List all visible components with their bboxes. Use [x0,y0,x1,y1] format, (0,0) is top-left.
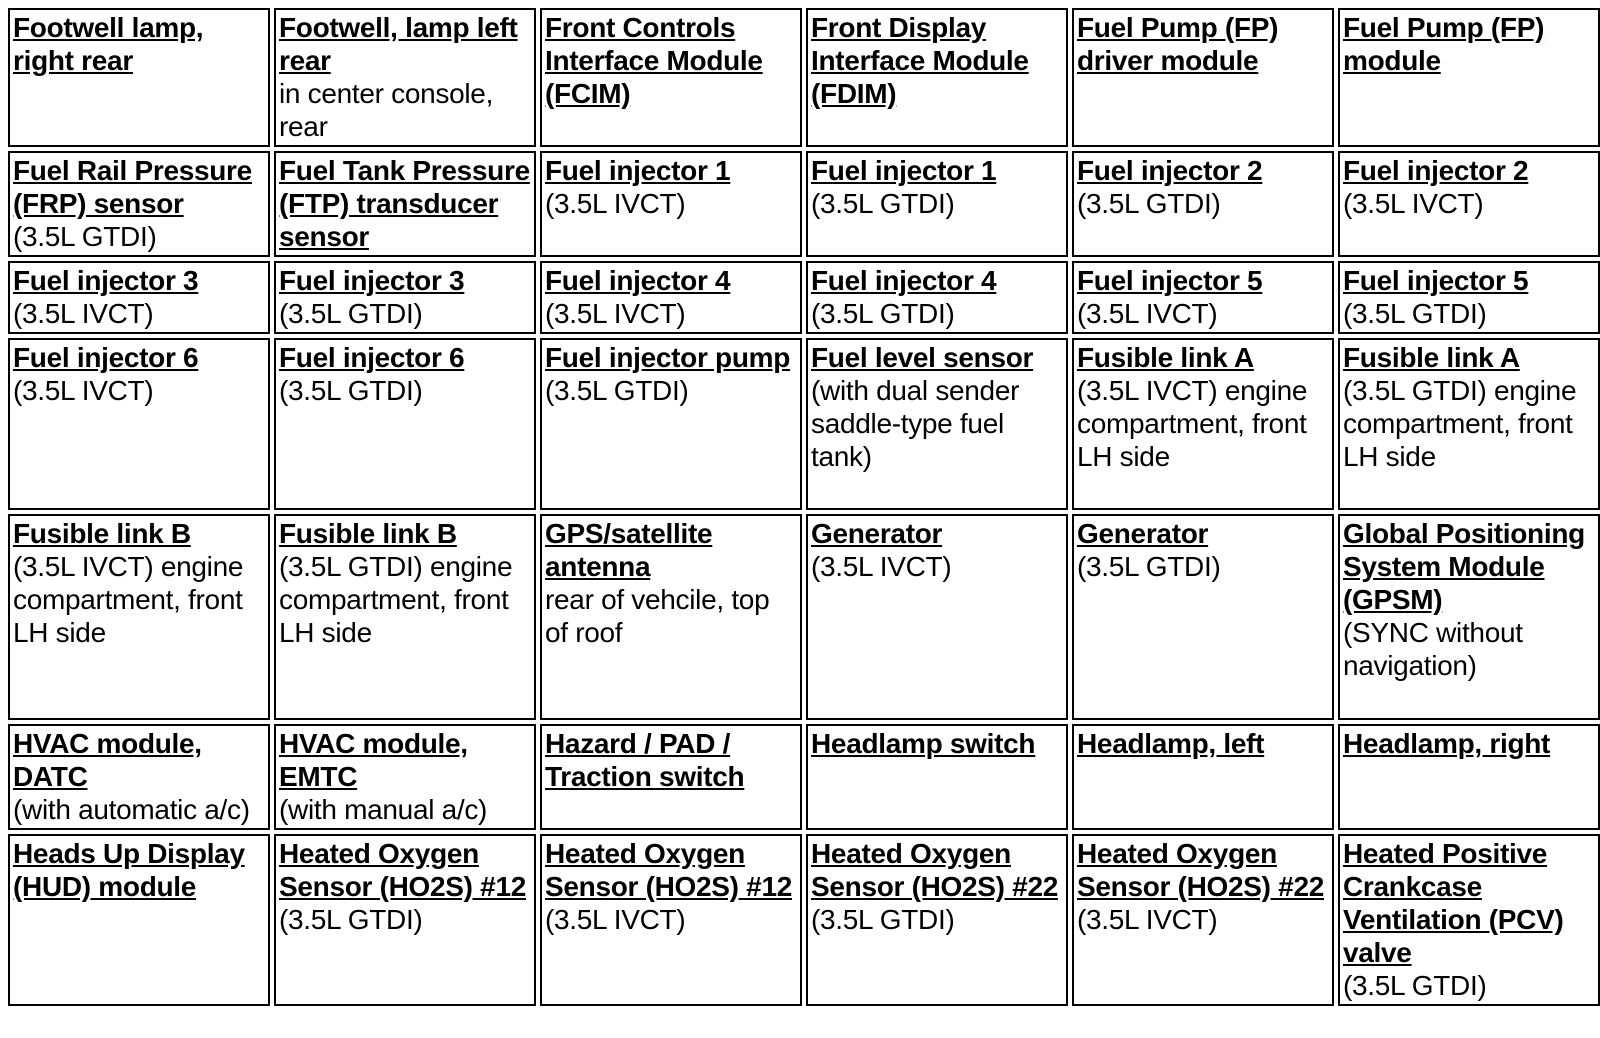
table-cell [806,8,1068,147]
component-link[interactable]: Heated Oxygen Sensor (HO2S) #12 [545,838,792,902]
component-location-note: (3.5L IVCT) [1077,904,1218,935]
table-cell [8,151,270,257]
table-cell [8,724,270,830]
component-link[interactable]: Fusible link A [1343,342,1520,373]
table-cell [1338,261,1600,334]
component-link[interactable]: Fuel injector 2 [1343,155,1529,186]
component-link[interactable]: Fuel injector 4 [545,265,731,296]
component-link[interactable]: Generator [811,518,943,549]
table-row [8,8,1600,147]
table-cell [540,724,802,830]
component-location-note: (3.5L IVCT) [811,551,952,582]
table-cell [8,514,270,720]
table-cell [806,514,1068,720]
component-link[interactable]: Fuel Pump (FP) module [1343,12,1545,76]
component-link[interactable]: Fuel injector 1 [811,155,997,186]
component-location-note: (with automatic a/c) [13,794,250,825]
table-row [8,514,1600,720]
component-location-note: (with dual sender saddle-type fuel tank) [811,375,1020,472]
component-location-note: rear of vehcile, top of roof [545,584,770,648]
component-location-note: (3.5L GTDI) engine compartment, front LH side [279,551,513,648]
table-cell [1338,8,1600,147]
table-cell [540,338,802,510]
table-cell [274,8,536,147]
table-cell [274,261,536,334]
component-link[interactable]: Fuel level sensor [811,342,1034,373]
table-cell [806,338,1068,510]
component-link[interactable]: Hazard / PAD / Traction switch [545,728,745,792]
table-cell [806,724,1068,830]
table-cell [8,338,270,510]
component-link[interactable]: Footwell lamp, right rear [13,12,204,76]
component-location-note: (3.5L IVCT) [545,904,686,935]
component-link[interactable]: Fuel injector 2 [1077,155,1263,186]
table-cell [1338,724,1600,830]
table-cell [274,724,536,830]
component-link[interactable]: Headlamp, left [1077,728,1265,759]
table-cell [806,834,1068,1006]
component-link[interactable]: Fuel Tank Pressure (FTP) transducer sensor [279,155,530,252]
table-cell [274,338,536,510]
component-location-note: (3.5L GTDI) [1077,551,1221,582]
table-cell [540,514,802,720]
component-link[interactable]: Fusible link A [1077,342,1254,373]
component-link[interactable]: Fuel injector 5 [1077,265,1263,296]
table-cell [1072,834,1334,1006]
component-location-note: (3.5L IVCT) engine compartment, front LH side [1077,375,1308,472]
component-link[interactable]: Fuel Rail Pressure (FRP) sensor [13,155,252,219]
component-location-note: (3.5L GTDI) [811,904,955,935]
component-link[interactable]: Front Controls Interface Module (FCIM) [545,12,763,109]
component-location-note: (3.5L GTDI) [545,375,689,406]
table-cell [274,514,536,720]
component-location-note: (3.5L GTDI) [13,221,157,252]
component-link[interactable]: Headlamp switch [811,728,1036,759]
table-cell [1072,338,1334,510]
table-row [8,724,1600,830]
component-link[interactable]: Fuel injector 6 [13,342,199,373]
component-link[interactable]: Heads Up Display (HUD) module [13,838,245,902]
component-location-note: (3.5L GTDI) [811,188,955,219]
table-cell [540,261,802,334]
component-link[interactable]: Heated Positive Crankcase Ventilation (PCV) valve [1343,838,1564,968]
table-cell [1072,724,1334,830]
component-location-note: (3.5L GTDI) engine compartment, front LH side [1343,375,1577,472]
table-row [8,834,1600,1006]
component-location-note: (3.5L GTDI) [279,298,423,329]
table-cell [274,151,536,257]
component-location-note: (3.5L GTDI) [811,298,955,329]
component-link[interactable]: Heated Oxygen Sensor (HO2S) #22 [811,838,1058,902]
component-link[interactable]: Heated Oxygen Sensor (HO2S) #22 [1077,838,1324,902]
component-location-note: (3.5L IVCT) [545,298,686,329]
table-cell [8,8,270,147]
table-cell [1338,834,1600,1006]
table-cell [1072,261,1334,334]
component-location-note: (3.5L IVCT) [13,375,154,406]
table-cell [8,261,270,334]
table-row [8,261,1600,334]
component-link[interactable]: Fuel Pump (FP) driver module [1077,12,1279,76]
component-location-note: (3.5L IVCT) [1343,188,1484,219]
component-location-note: (3.5L IVCT) [545,188,686,219]
table-cell [1072,8,1334,147]
table-row [8,151,1600,257]
component-link[interactable]: Global Positioning System Module (GPSM) [1343,518,1585,615]
table-cell [540,834,802,1006]
component-location-note: (3.5L GTDI) [1077,188,1221,219]
component-link[interactable]: Fusible link B [279,518,457,549]
component-link[interactable]: Fusible link B [13,518,191,549]
component-link[interactable]: HVAC module, EMTC [279,728,468,792]
component-link[interactable]: GPS/satellite antenna [545,518,713,582]
component-link[interactable]: Fuel injector 6 [279,342,465,373]
table-cell [1072,151,1334,257]
component-link[interactable]: Heated Oxygen Sensor (HO2S) #12 [279,838,526,902]
component-location-note: (3.5L IVCT) [13,298,154,329]
table-cell [806,151,1068,257]
component-link[interactable]: Fuel injector 5 [1343,265,1529,296]
table-cell [1338,514,1600,720]
table-cell [540,151,802,257]
component-location-note: (3.5L GTDI) [1343,970,1487,1001]
table-cell [1338,151,1600,257]
component-link[interactable]: Fuel injector 3 [13,265,199,296]
component-location-table [4,4,1600,1010]
table-cell [1072,514,1334,720]
component-link[interactable]: Front Display Interface Module (FDIM) [811,12,1029,109]
component-link[interactable]: Fuel injector 3 [279,265,465,296]
table-cell [540,8,802,147]
component-location-note: (with manual a/c) [279,794,488,825]
component-location-note: (3.5L IVCT) [1077,298,1218,329]
table-cell [1338,338,1600,510]
component-location-note: (3.5L GTDI) [279,904,423,935]
component-location-note: in center console, rear [279,78,494,142]
component-link[interactable]: Generator [1077,518,1209,549]
component-link[interactable]: Fuel injector 4 [811,265,997,296]
component-location-note: (3.5L GTDI) [279,375,423,406]
table-cell [8,834,270,1006]
component-location-note: (3.5L GTDI) [1343,298,1487,329]
component-link[interactable]: Headlamp, right [1343,728,1551,759]
component-location-note: (3.5L IVCT) engine compartment, front LH side [13,551,244,648]
table-cell [274,834,536,1006]
component-link[interactable]: Fuel injector pump [545,342,791,373]
table-row [8,338,1600,510]
component-location-note: (SYNC without navigation) [1343,617,1523,681]
component-link[interactable]: HVAC module, DATC [13,728,202,792]
table-cell [806,261,1068,334]
component-link[interactable]: Fuel injector 1 [545,155,731,186]
component-link[interactable]: Footwell, lamp left rear [279,12,518,76]
